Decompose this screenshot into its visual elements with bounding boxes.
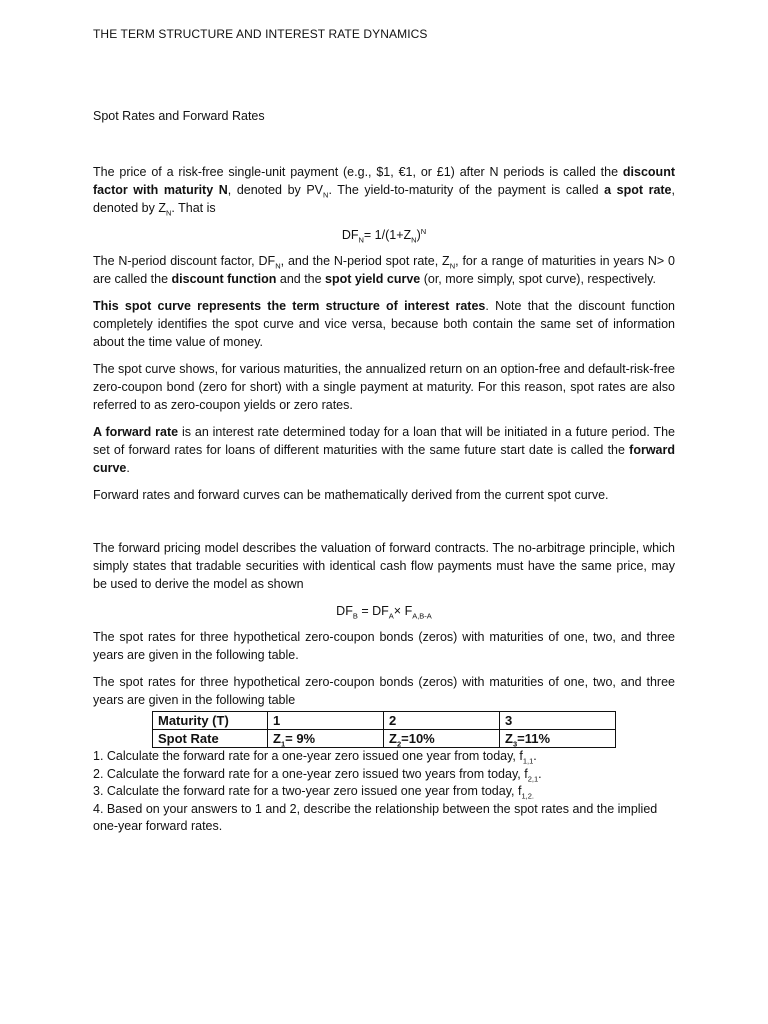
table-row bbox=[153, 730, 616, 748]
table-cell: 2 bbox=[384, 712, 500, 730]
paragraph-discount-factor: The price of a risk-free single-unit payment (e.g., $1, €1, or £1) after N periods is called the discount factor with maturity N, denoted by $PV_N$. The yield-to-maturity of the payment is called a spot rate, denoted by $Z_N$. That is bbox=[93, 165, 675, 218]
paragraph-spot-rates-2: The spot rates for three hypothetical zero-coupon bonds (zeros) with maturities of one, two, and three years are given in the following table bbox=[93, 675, 675, 707]
table-cell: Maturity (T) bbox=[153, 712, 268, 730]
paragraph-forward-curves: Forward rates and forward curves can be mathematically derived from the current spot curve. bbox=[93, 488, 609, 502]
paragraph-forward-rate: A forward rate is an interest rate determined today for a loan that will be initiated in a future period. The set of forward rates for loans of different maturities with the same future start date is called the forward curve. bbox=[93, 425, 676, 475]
table-cell: 3 bbox=[500, 712, 616, 730]
spot-rate-table bbox=[152, 711, 616, 748]
table-cell: $Z_3=11\%$ bbox=[500, 730, 616, 748]
table-cell: 1 bbox=[268, 712, 384, 730]
spacer bbox=[93, 513, 675, 539]
paragraph-spot-curve: The spot curve shows, for various maturities, the annualized return on an option-free and default-risk-free zero-coupon bond (zero for short) with a single payment at maturity. For this reason, spot rates are also referred to as zero-coupon yields or zero rates. bbox=[93, 362, 675, 412]
document-body bbox=[93, 163, 675, 836]
paragraph-spot-rates-1: The spot rates for three hypothetical zero-coupon bonds (zeros) with maturities of one, two, and three years are given in the following table. bbox=[93, 630, 675, 662]
page-header: THE TERM STRUCTURE AND INTEREST RATE DYNAMICS bbox=[93, 27, 428, 41]
question-2: 2. Calculate the forward rate for a one-year zero issued two years from today, $f_{2,1}$. bbox=[93, 766, 542, 783]
question-1: 1. Calculate the forward rate for a one-year zero issued one year from today, $f_{1,1}$. bbox=[93, 749, 537, 766]
table-cell: Spot Rate bbox=[153, 730, 268, 748]
formula-discount-factor: $DF_N= 1/(1+Z_N)^N$ bbox=[341, 226, 427, 245]
table-cell: $Z_1= 9\%$ bbox=[268, 730, 384, 748]
paragraph-term-structure: This spot curve represents the term structure of interest rates. Note that the discount function completely identifies the spot curve and vice versa, because both contain the same set of information about the time value of money. bbox=[93, 299, 675, 349]
paragraph-discount-function: The N-period discount factor, $DF_N$, and the N-period spot rate, $Z_N$, for a range of maturities in years N> 0 are called the discount function and the spot yield curve (or, more simply, spot curve), respectively. bbox=[93, 254, 675, 286]
table-cell: $Z_2=10\%$ bbox=[384, 730, 500, 748]
question-4: 4. Based on your answers to 1 and 2, describe the relationship between the spot rates and the implied one-year forward rates. bbox=[93, 801, 658, 833]
table-row bbox=[153, 712, 616, 730]
paragraph-forward-pricing: The forward pricing model describes the valuation of forward contracts. The no-arbitrage principle, which simply states that tradable securities with identical cash flow payments must have the same price, may be used to derive the model as shown bbox=[93, 541, 675, 591]
formula-forward-pricing: $DF_B = DF_A\times F_{A,B-A}$ bbox=[336, 604, 432, 621]
question-3: 3. Calculate the forward rate for a two-year zero issued one year from today, $f_{1,2.}$ bbox=[93, 784, 534, 801]
section-title: Spot Rates and Forward Rates bbox=[93, 109, 265, 123]
